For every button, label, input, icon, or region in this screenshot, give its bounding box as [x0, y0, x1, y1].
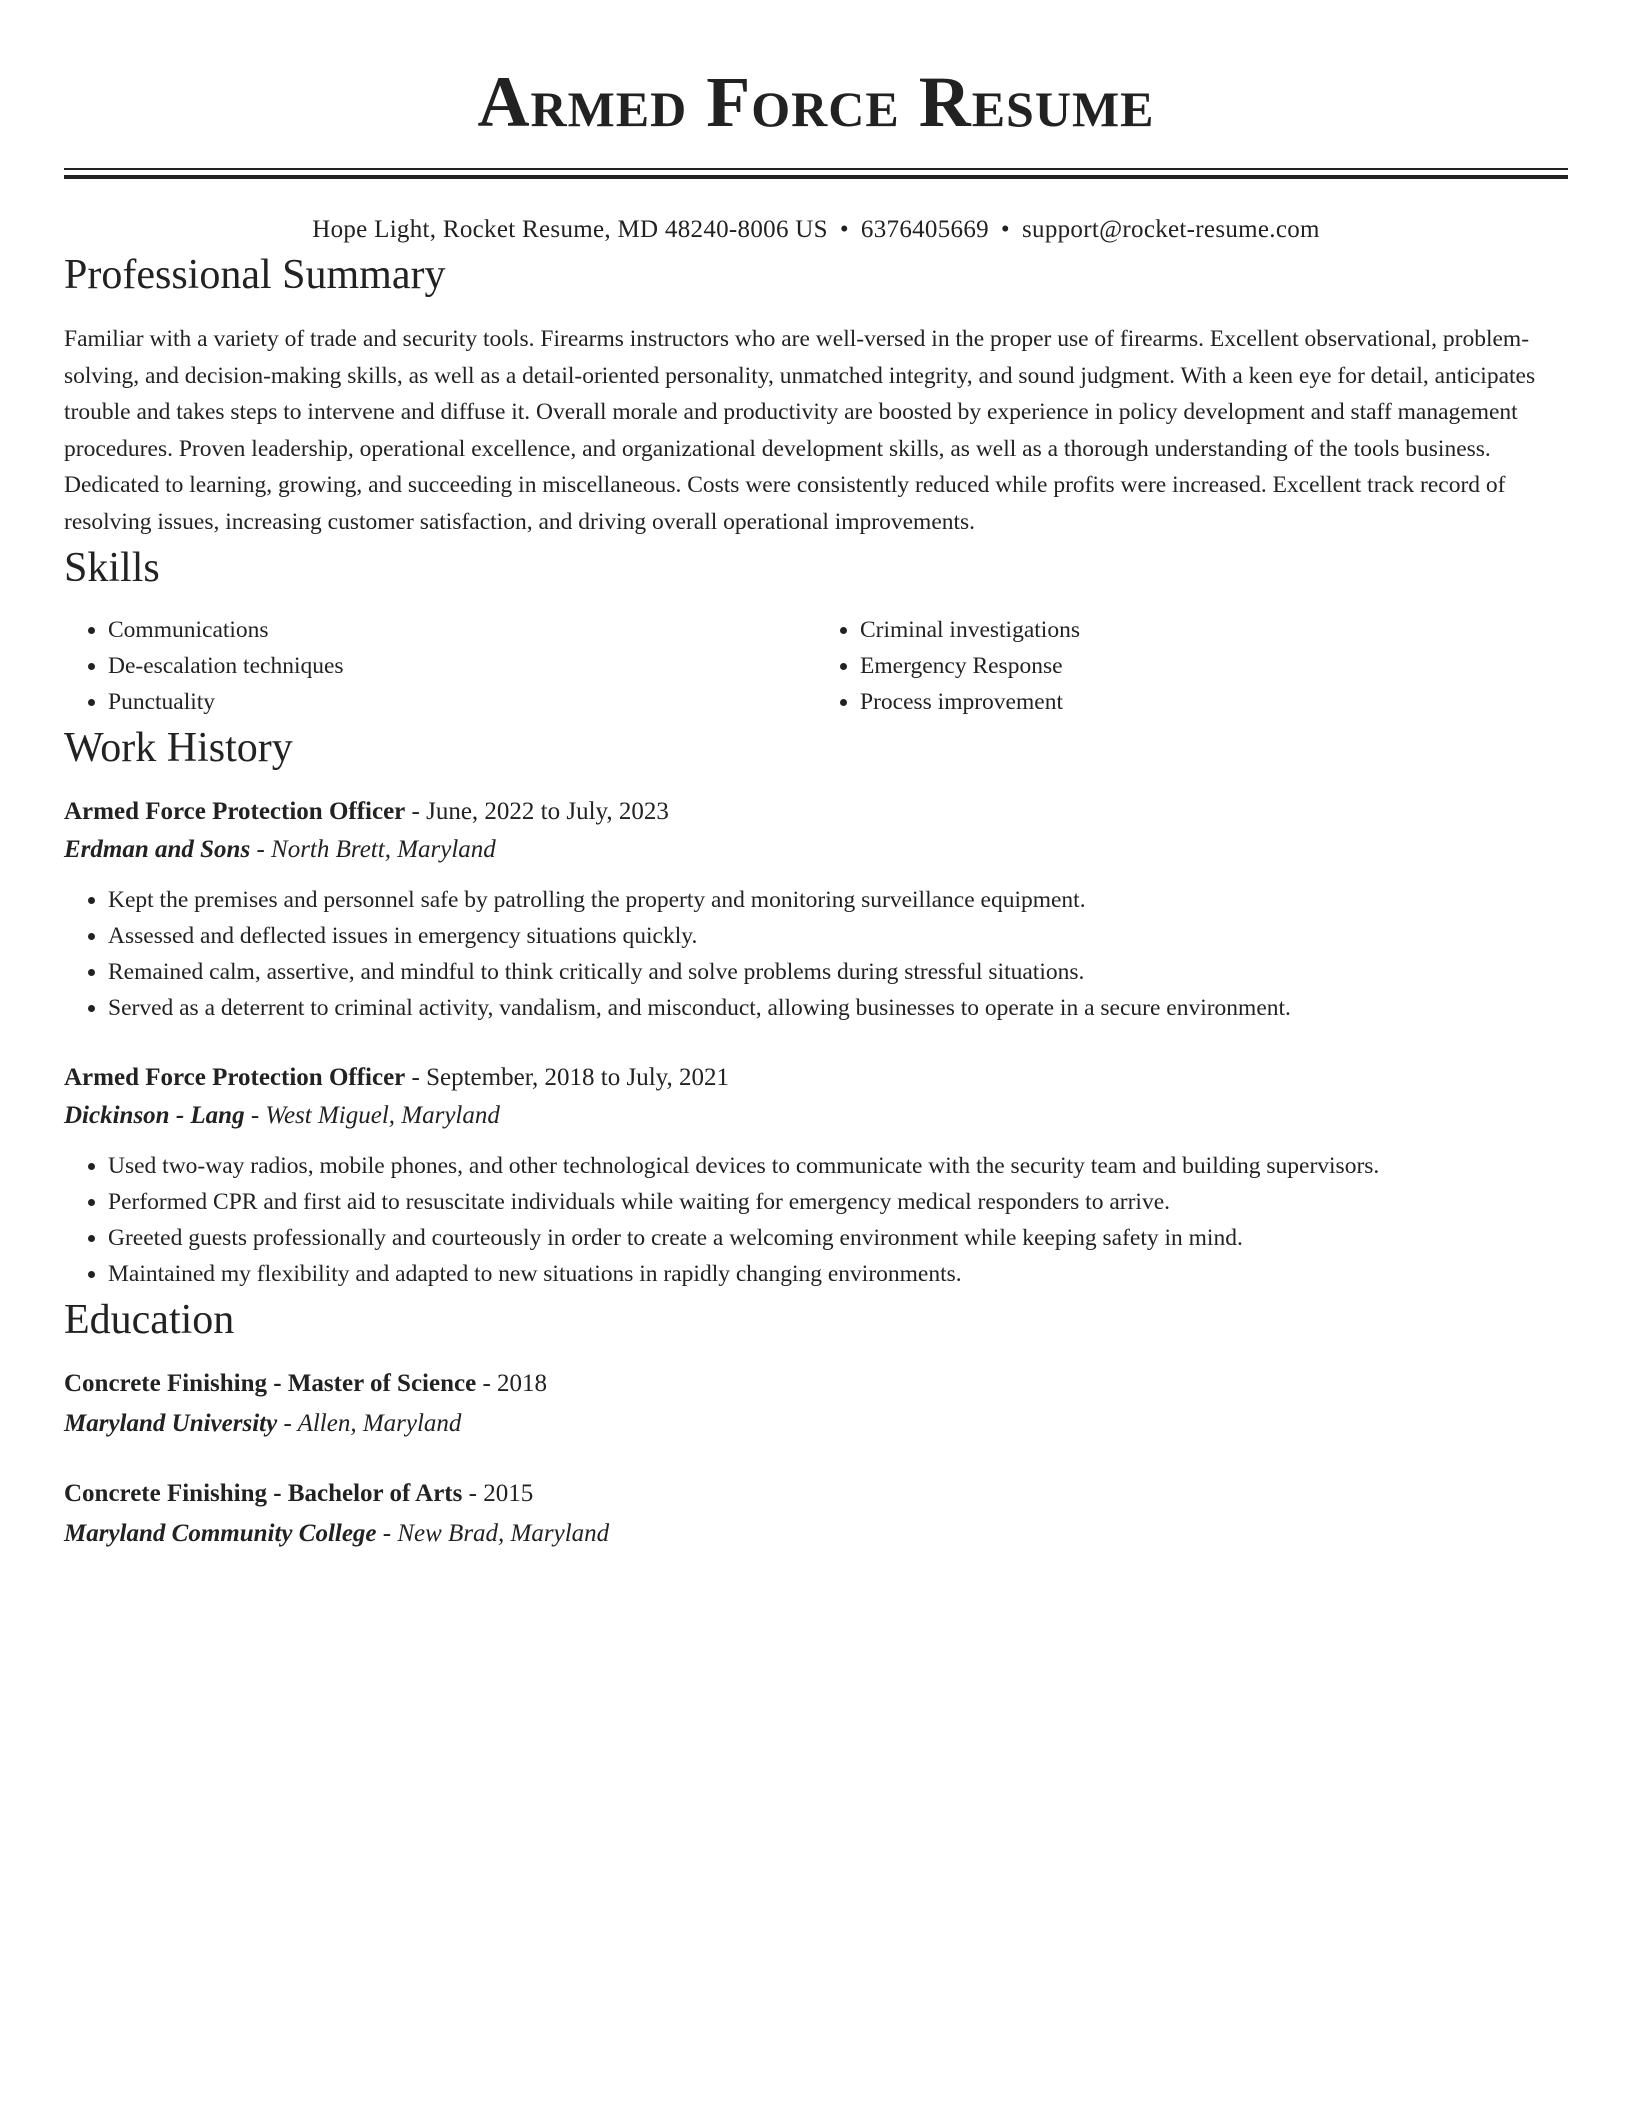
duty-item: • Used two-way radios, mobile phones, and other technological devices to communicate with the security team and building supervisors. [108, 1148, 1568, 1184]
education-degree: Concrete Finishing - Master of Science [64, 1370, 477, 1397]
dash: - [476, 1370, 498, 1397]
dash: - [277, 1410, 298, 1437]
dash: - [462, 1480, 484, 1507]
education-school-line [64, 1514, 1568, 1554]
education-entry [64, 1474, 1568, 1554]
skill-item: • Criminal investigations [860, 612, 1568, 648]
duty-item: • Maintained my flexibility and adapted to new situations in rapidly changing environments. [108, 1256, 1568, 1292]
job-employer: Erdman and Sons [64, 836, 251, 863]
job-employer: Dickinson - Lang [64, 1102, 245, 1129]
skills-heading: Skills [64, 545, 160, 591]
job-title: Armed Force Protection Officer [64, 798, 406, 825]
skill-item: • De-escalation techniques [108, 648, 816, 684]
job-dates: September, 2018 to July, 2021 [426, 1064, 730, 1091]
education-location: New Brad, Maryland [397, 1520, 610, 1547]
skills-column-right [816, 612, 1568, 720]
education-school: Maryland University [64, 1410, 278, 1437]
education-degree-line [64, 1474, 1568, 1514]
job-title-line [64, 1060, 1568, 1096]
skills-list [64, 612, 1568, 720]
contact-separator: • [1000, 216, 1010, 243]
job-duties [64, 882, 1568, 1026]
duty-item: • Served as a deterrent to criminal activity, vandalism, and misconduct, allowing businesses to operate in a secure environment. [108, 990, 1568, 1026]
duty-item: • Kept the premises and personnel safe by patrolling the property and monitoring surveillance equipment. [108, 882, 1568, 918]
dash: - [244, 1102, 266, 1129]
education-year: 2015 [483, 1480, 534, 1507]
duty-item: • Remained calm, assertive, and mindful to think critically and solve problems during stressful situations. [108, 954, 1568, 990]
education-location: Allen, Maryland [297, 1410, 462, 1437]
job-entry [64, 1060, 1568, 1292]
dash: - [405, 1064, 427, 1091]
job-employer-line [64, 830, 1568, 870]
duty-item: • Assessed and deflected issues in emergency situations quickly. [108, 918, 1568, 954]
contact-email: support@rocket-resume.com [1021, 216, 1320, 243]
title-double-rule [64, 168, 1568, 179]
job-location: West Miguel, Maryland [265, 1102, 500, 1129]
job-dates: June, 2022 to July, 2023 [426, 798, 669, 825]
work-history-heading: Work History [64, 725, 293, 771]
job-entry [64, 794, 1568, 1026]
dash: - [250, 836, 272, 863]
skills-column-left [64, 612, 816, 720]
education-entry [64, 1364, 1568, 1444]
job-title: Armed Force Protection Officer [64, 1064, 406, 1091]
contact-separator: • [839, 216, 849, 243]
job-location: North Brett, Maryland [271, 836, 496, 863]
contact-line [64, 213, 1568, 247]
duty-item: • Performed CPR and first aid to resuscitate individuals while waiting for emergency medical responders to arrive. [108, 1184, 1568, 1220]
education-year: 2018 [497, 1370, 548, 1397]
dash: - [376, 1520, 398, 1547]
resume-title: Armed Force Resume [477, 62, 1155, 142]
education-degree: Concrete Finishing - Bachelor of Arts [64, 1480, 463, 1507]
skill-item: • Emergency Response [860, 648, 1568, 684]
job-duties [64, 1148, 1568, 1292]
skill-item: • Punctuality [108, 684, 816, 720]
education-school-line [64, 1404, 1568, 1444]
skill-item: • Process improvement [860, 684, 1568, 720]
contact-address: Hope Light, Rocket Resume, MD 48240-8006 US [312, 216, 828, 243]
duty-item: • Greeted guests professionally and courteously in order to create a welcoming environment while keeping safety in mind. [108, 1220, 1568, 1256]
education-heading: Education [64, 1297, 235, 1343]
job-employer-line [64, 1096, 1568, 1136]
contact-phone: 6376405669 [860, 216, 989, 243]
summary-heading: Professional Summary [64, 252, 446, 298]
job-title-line [64, 794, 1568, 830]
skill-item: • Communications [108, 612, 816, 648]
education-school: Maryland Community College [64, 1520, 377, 1547]
dash: - [405, 798, 427, 825]
summary-text: Familiar with a variety of trade and security tools. Firearms instructors who are well-versed in the proper use of firearms. Excellent observational, problem-solving, and decision-making skills, as well as a detail-oriented personality, unmatched integrity, and sound judgment. With a keen eye for detail, anticipates trouble and takes steps to intervene and diffuse it. Overall morale and productivity are boosted by experience in policy development and staff management procedures. Proven leadership, operational excellence, and organizational development skills, as well as a thorough understanding of the tools business. Dedicated to learning, growing, and succeeding in miscellaneous. Costs were consistently reduced while profits were increased. Excellent track record of resolving issues, increasing customer satisfaction, and driving overall operational improvements. [64, 326, 1536, 535]
education-degree-line [64, 1364, 1568, 1404]
